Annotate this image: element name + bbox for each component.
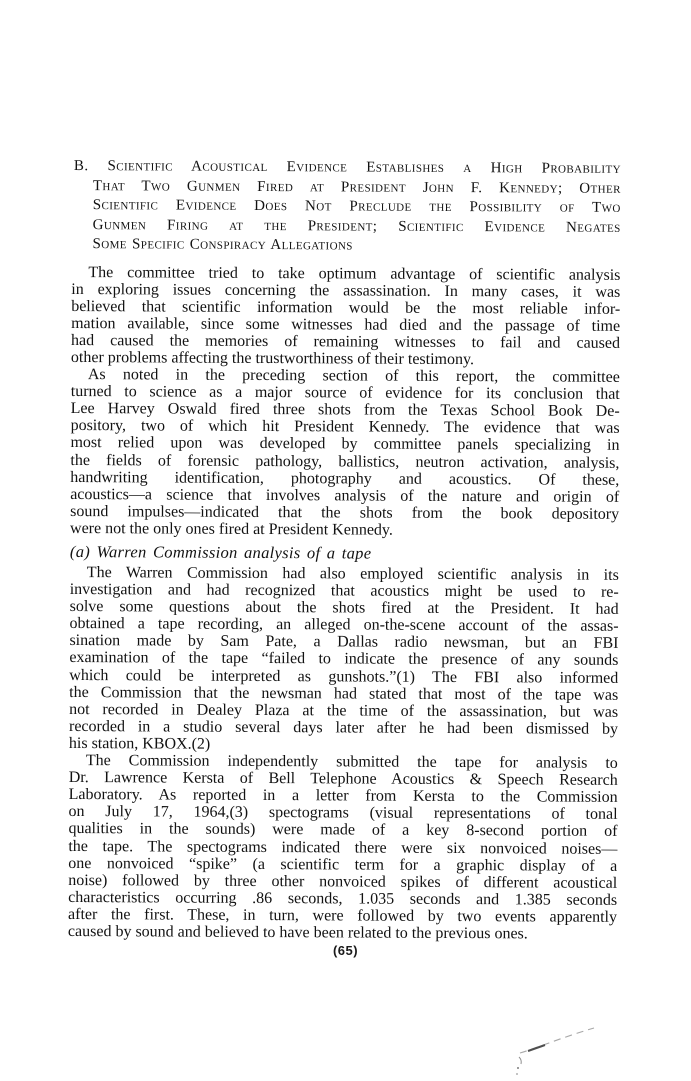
text-line: qualities in the sounds) were made of a key 8-second portion of (68, 820, 618, 841)
text-line: Scientific Evidence Does Not Preclude the Possibility of Two (92, 197, 621, 216)
pencil-mark-artifact (512, 1020, 607, 1081)
text-line: were not the only ones fired at President Kennedy. (70, 519, 393, 539)
subsection-heading: (a) Warren Commission analysis of a tape (69, 541, 372, 563)
text-line: turned to science as a major source of evidence for its conclusion that (70, 383, 620, 404)
text-line: had caused the memories of remaining witnesses to fail and caused (70, 331, 621, 352)
text-line: handwriting identification, photography and acoustics. Of these, (70, 468, 620, 489)
paragraph-science-evidence (70, 366, 620, 540)
text-line: Dr. Lawrence Kersta of Bell Telephone Acoustics & Speech Research (68, 769, 618, 789)
text-line: That Two Gunmen Fired at President John F. Kennedy; Other (92, 177, 621, 197)
text-line: noise) followed by three other nonvoiced spikes of different acoustical (68, 871, 618, 892)
text-line: Gunmen Firing at the President; Scientific Evidence Negates (92, 216, 621, 236)
text-line: in exploring issues concerning the assassination. In many cases, it was (71, 280, 621, 301)
text-line: mation available, since some witnesses had died and the passage of time (71, 314, 621, 335)
text-line: most relied upon was developed by committee panels specializing in (70, 434, 620, 455)
text-line: believed that scientific information would be the most reliable infor- (71, 297, 621, 318)
text-line: characteristics occurring .86 seconds, 1.035 seconds and 1.385 seconds (68, 888, 618, 909)
text-line: The Warren Commission had also employed scientific analysis in its (86, 564, 619, 584)
text-line: sination made by Sam Pate, a Dallas radio newsman, but an FBI (69, 632, 619, 653)
text-line: on July 17, 1964,(3) spectograms (visual representations of tonal (68, 803, 618, 824)
text-line: one nonvoiced “spike” (a scientific term for a graphic display of a (68, 854, 618, 875)
section-heading (71, 157, 621, 257)
text-line: his station, KBOX.(2) (68, 734, 211, 753)
text-line: B. Scientific Acoustical Evidence Establishes a High Probability (73, 158, 621, 177)
text-line: the Commission that the newsman had stated that most of the tape was (69, 683, 619, 704)
text-line: solve some questions about the shots fired at the President. It had (69, 598, 619, 619)
text-line: recorded in a studio several days later after he had been dismissed by (68, 717, 619, 738)
text-line: the tape. The spectograms indicated there were six nonvoiced noises— (68, 837, 618, 858)
text-line: Some Specific Conspiracy Allegations (92, 236, 353, 254)
text-line: pository, two of which hit President Kennedy. The evidence that was (70, 417, 620, 438)
text-line: other problems affecting the trustworthiness of their testimony. (70, 348, 475, 369)
paragraph-intro (71, 263, 621, 368)
text-line: As noted in the preceding section of this report, the committee (87, 366, 620, 386)
page-number: (65) (332, 943, 359, 958)
text-line: caused by sound and believed to have been related to the previous ones. (67, 922, 528, 943)
text-block (68, 157, 621, 943)
text-line: after the first. These, in turn, were followed by two events apparently (67, 905, 618, 926)
text-line: The committee tried to take optimum advantage of scientific analysis (88, 263, 621, 284)
text-line: Lee Harvey Oswald fired three shots from the Texas School Book De- (70, 400, 620, 421)
text-line: obtained a tape recording, an alleged on-the-scene account of the assas- (69, 615, 619, 636)
paragraph-warren-commission (69, 564, 619, 755)
text-line: the fields of forensic pathology, ballistics, neutron activation, analysis, (70, 451, 620, 472)
paragraph-kersta-analysis (68, 752, 618, 943)
text-line: examination of the tape “failed to indicate the presence of any sounds (69, 649, 619, 670)
text-line: Laboratory. As reported in a letter from Kersta to the Commission (68, 786, 618, 807)
text-line: which could be interpreted as gunshots.”(1) The FBI also informed (69, 666, 619, 687)
text-line: not recorded in Dealey Plaza at the time of the assassination, but was (69, 700, 619, 721)
text-line: acoustics—a science that involves analysis of the nature and origin of (70, 485, 620, 506)
text-line: sound impulses—indicated that the shots from the book depository (70, 502, 620, 523)
text-line: investigation and had recognized that acoustics might be used to re- (69, 581, 619, 601)
text-line: The Commission independently submitted the tape for analysis to (85, 752, 618, 772)
